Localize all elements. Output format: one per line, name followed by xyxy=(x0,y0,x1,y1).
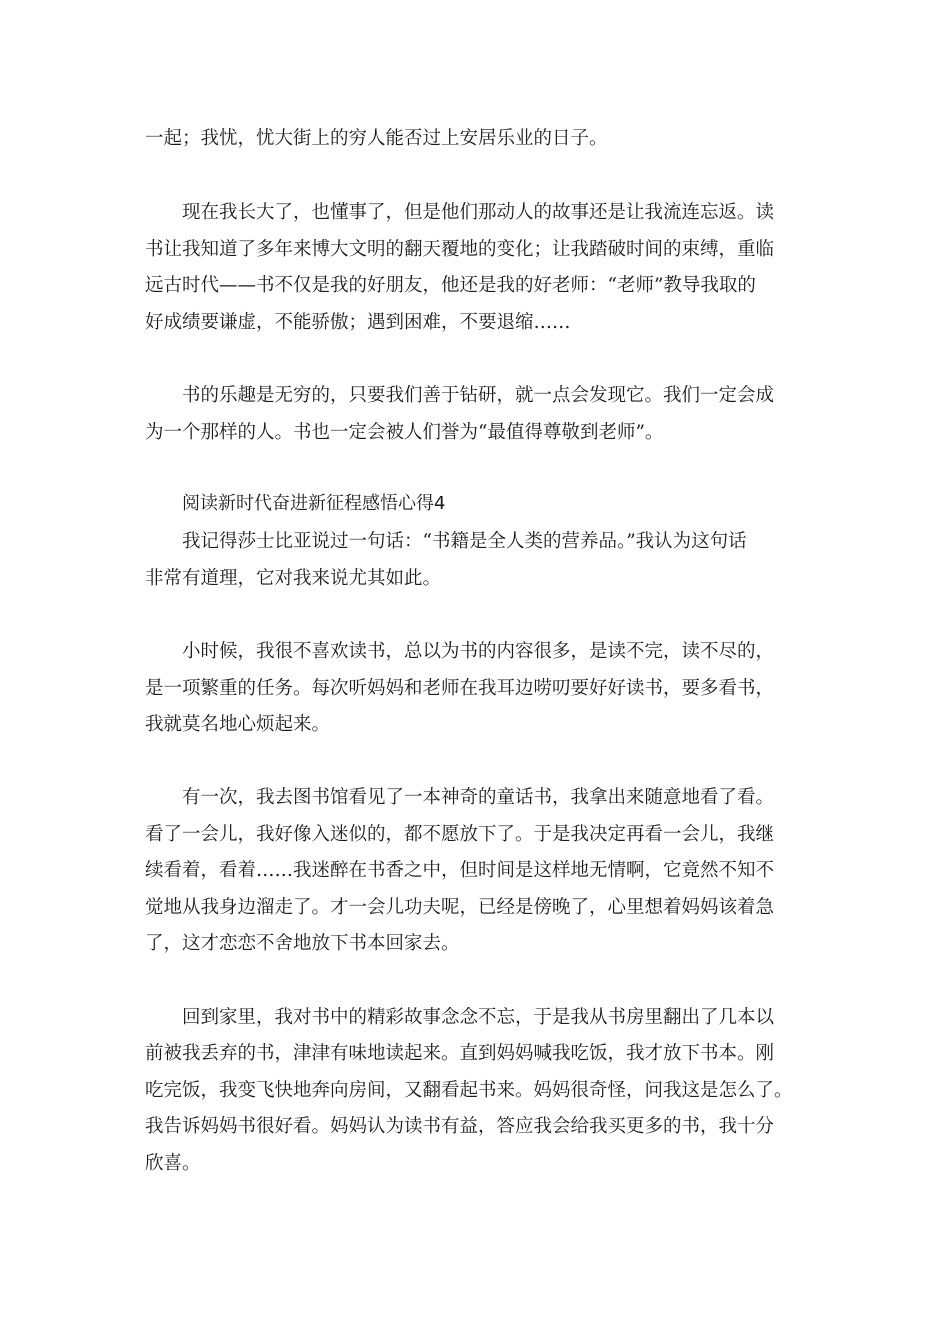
paragraph-line: 远古时代——书不仅是我的好朋友，他还是我的好老师：“老师”教导我取的 xyxy=(145,275,756,296)
paragraph-line: 一起；我忧，忧大街上的穷人能否过上安居乐业的日子。 xyxy=(145,128,608,149)
paragraph-line: 现在我长大了，也懂事了，但是他们那动人的故事还是让我流连忘返。读 xyxy=(182,202,775,223)
paragraph-line: 欣喜。 xyxy=(145,1153,201,1174)
paragraph-line: 觉地从我身边溜走了。才一会儿功夫呢，已经是傍晚了，心里想着妈妈该着急 xyxy=(145,897,775,918)
paragraph-line: 续看着，看着……我迷醉在书香之中，但时间是这样地无情啊，它竟然不知不 xyxy=(145,860,775,881)
paragraph-line: 好成绩要谦虚，不能骄傲；遇到困难，不要退缩…… xyxy=(145,312,571,333)
paragraph-line: 了，这才恋恋不舍地放下书本回家去。 xyxy=(145,933,460,954)
paragraph-line: 小时候，我很不喜欢读书，总以为书的内容很多，是读不完，读不尽的， xyxy=(182,641,775,662)
paragraph-line: 书的乐趣是无穷的，只要我们善于钻研，就一点会发现它。我们一定会成 xyxy=(182,385,775,406)
paragraph-line: 为一个那样的人。书也一定会被人们誉为“最值得尊敬到老师”。 xyxy=(145,422,664,443)
paragraph-line: 有一次，我去图书馆看见了一本神奇的童话书，我拿出来随意地看了看。 xyxy=(182,787,775,808)
section-heading: 阅读新时代奋进新征程感悟心得4 xyxy=(182,493,446,514)
paragraph-line: 非常有道理，它对我来说尤其如此。 xyxy=(145,568,442,589)
paragraph-line: 吃完饭，我变飞快地奔向房间，又翻看起书来。妈妈很奇怪，问我这是怎么了。 xyxy=(145,1080,793,1101)
paragraph-line: 我就莫名地心烦起来。 xyxy=(145,714,331,735)
paragraph-line: 书让我知道了多年来博大文明的翻天覆地的变化；让我踏破时间的束缚，重临 xyxy=(145,239,775,260)
paragraph-line: 是一项繁重的任务。每次听妈妈和老师在我耳边唠叨要好好读书，要多看书， xyxy=(145,678,775,699)
paragraph-line: 我告诉妈妈书很好看。妈妈认为读书有益，答应我会给我买更多的书，我十分 xyxy=(145,1116,775,1137)
paragraph-line: 我记得莎士比亚说过一句话：“书籍是全人类的营养品。”我认为这句话 xyxy=(182,531,747,552)
paragraph-line: 前被我丢弃的书，津津有味地读起来。直到妈妈喊我吃饭，我才放下书本。刚 xyxy=(145,1043,775,1064)
paragraph-line: 看了一会儿，我好像入迷似的，都不愿放下了。于是我决定再看一会儿，我继 xyxy=(145,824,775,845)
paragraph-line: 回到家里，我对书中的精彩故事念念不忘，于是我从书房里翻出了几本以 xyxy=(182,1007,775,1028)
